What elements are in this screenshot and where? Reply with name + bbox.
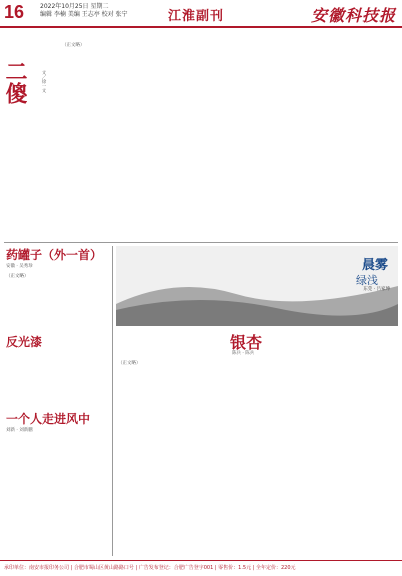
poem1-body: （正文略） (6, 274, 29, 279)
image-credit: 东莞 · 吕家坤 (363, 287, 390, 292)
column-rule (112, 246, 113, 556)
poem1-author: 安徽 · 吴秀珍 (6, 264, 33, 269)
section-divider (4, 242, 398, 243)
page-number: 16 (4, 2, 25, 22)
essay-body-placeholder: （正文略） (118, 361, 141, 366)
lead-article-author: 文／徐一文 (41, 70, 46, 93)
essay-author: 陈兵 · 陈兵 (232, 351, 255, 356)
poem3-author: 刘新 · 刘新鹏 (6, 427, 33, 433)
poems-column (6, 246, 110, 433)
header-meta (40, 3, 128, 19)
image-subtitle: 绿浅 (356, 274, 378, 287)
newspaper-logo: 安徽科技报 (310, 6, 396, 25)
essay-title: 银杏 (230, 333, 263, 352)
poem3-title: 一个人走进风中 (6, 411, 91, 426)
poem1-title: 药罐子（外一首） (6, 248, 103, 262)
lead-article-title-box (2, 60, 28, 215)
poem2-title: 反光漆 (6, 334, 43, 349)
lead-article-body-placeholder: （正文略） (62, 43, 85, 48)
issue-date: 2022年10月25日 星期二 (40, 3, 109, 10)
editors-line: 编辑 李楠 美编 王志亭 校对 张宁 (40, 11, 128, 18)
page-header (0, 0, 402, 28)
essay-body-col1 (118, 360, 206, 367)
section-title: 江淮副刊 (168, 9, 225, 24)
page-footer: 承印单位：南安市报印务公司 | 合肥市蜀山区黄山路路口号 | 广告发布登记：合肥广告登字001 | 零售价：1.5元 | 全年定价：220元 (0, 560, 402, 575)
illustration-image (116, 246, 398, 326)
image-title: 晨雾 (361, 258, 388, 273)
lead-article-title: 二傻 (2, 60, 28, 104)
lead-article-body-col1 (62, 42, 142, 49)
